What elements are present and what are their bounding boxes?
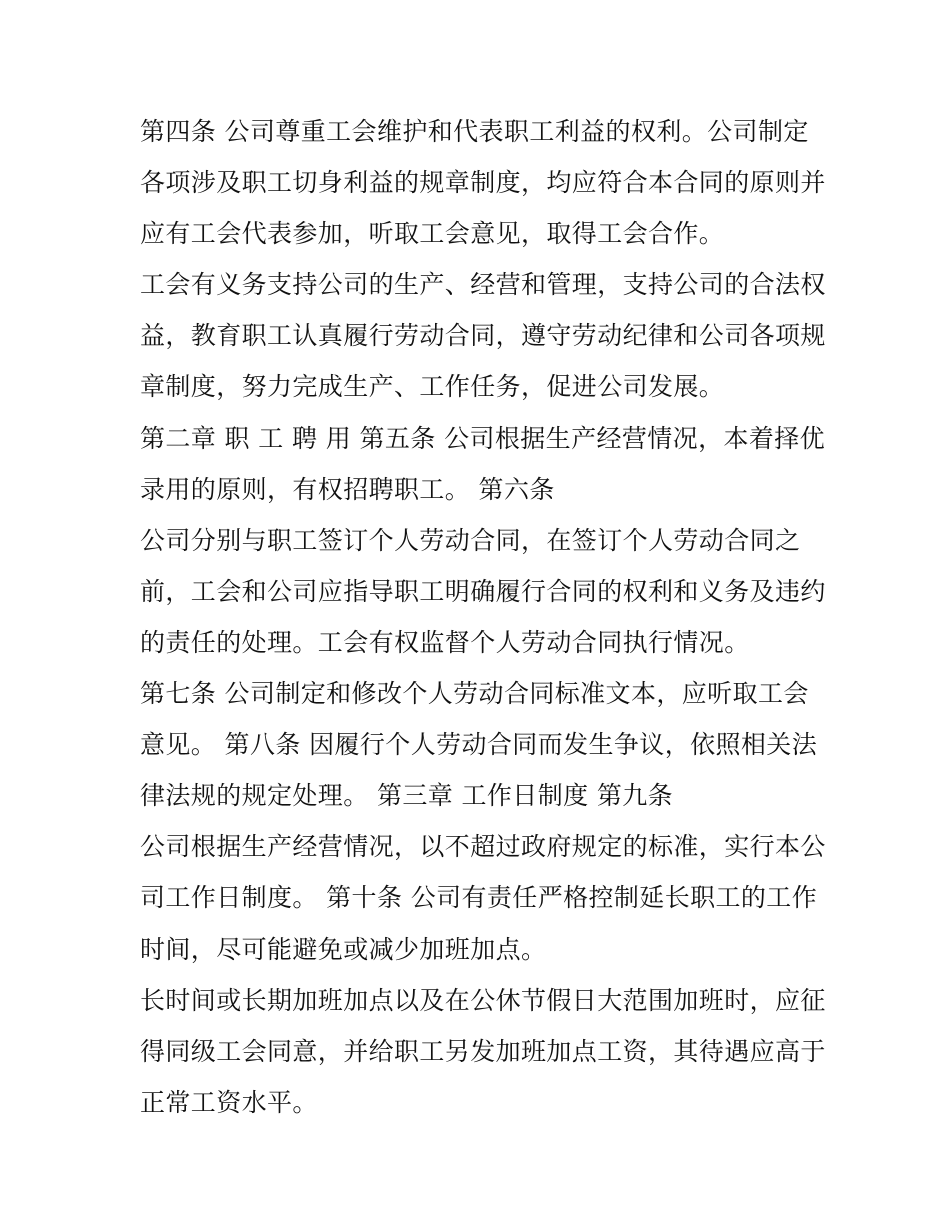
text-line: 第二章 职 工 聘 用 第五条 公司根据生产经营情况，本着择优	[140, 423, 826, 453]
text-line: 律法规的规定处理。 第三章 工作日制度 第九条	[140, 781, 674, 811]
document-body	[140, 106, 826, 1128]
text-line: 第四条 公司尊重工会维护和代表职工利益的权利。公司制定	[140, 117, 809, 146]
text-line: 时间，尽可能避免或减少加班加点。	[140, 934, 547, 964]
text-line: 应有工会代表参加，听取工会意见，取得工会合作。	[140, 219, 725, 249]
text-line: 第七条 公司制定和修改个人劳动合同标准文本，应听取工会	[140, 679, 809, 709]
text-line: 各项涉及职工切身利益的规章制度，均应符合本合同的原则并	[140, 168, 826, 198]
text-line: 公司分别与职工签订个人劳动合同，在签订个人劳动合同之	[140, 525, 801, 555]
text-line: 正常工资水平。	[140, 1087, 318, 1117]
text-line: 司工作日制度。 第十条 公司有责任严格控制延长职工的工作	[140, 883, 818, 913]
text-line: 录用的原则，有权招聘职工。 第六条	[140, 474, 555, 504]
text-line: 公司根据生产经营情况，以不超过政府规定的标准，实行本公	[140, 832, 826, 862]
text-line: 得同级工会同意，并给职工另发加班加点工资，其待遇应高于	[140, 1036, 826, 1066]
text-line: 益，教育职工认真履行劳动合同，遵守劳动纪律和公司各项规	[140, 321, 826, 351]
text-line: 长时间或长期加班加点以及在公休节假日大范围加班时，应征	[140, 985, 826, 1015]
text-line: 工会有义务支持公司的生产、经营和管理，支持公司的合法权	[140, 270, 826, 300]
text-line: 的责任的处理。工会有权监督个人劳动合同执行情况。	[140, 627, 750, 657]
text-line: 意见。 第八条 因履行个人劳动合同而发生争议，依照相关法	[140, 730, 818, 760]
text-line: 前，工会和公司应指导职工明确履行合同的权利和义务及违约	[140, 576, 826, 606]
text-line: 章制度，努力完成生产、工作任务，促进公司发展。	[140, 372, 725, 402]
